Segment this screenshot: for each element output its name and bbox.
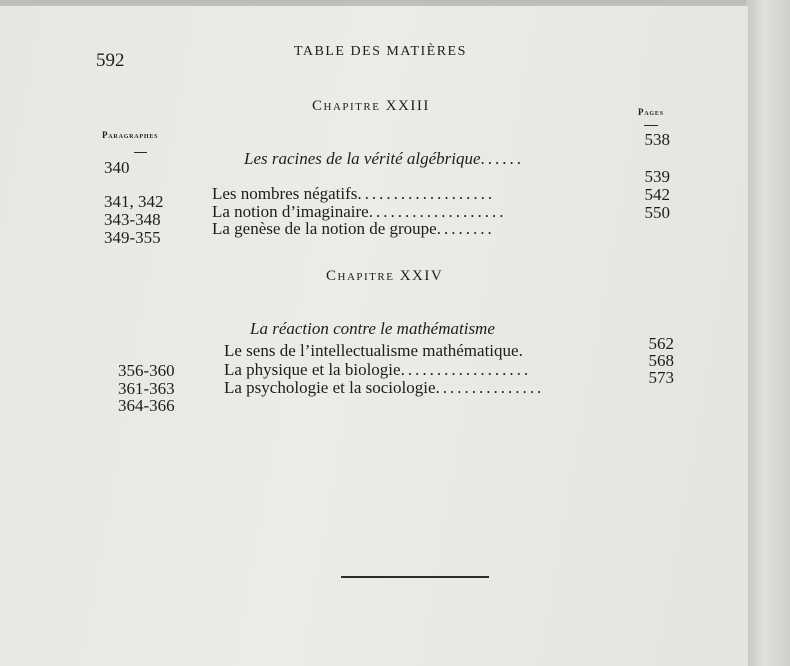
dot-leader: ................... — [368, 202, 507, 221]
entry-page-number: 539 — [644, 167, 670, 186]
paragraphs-column-label: Paragraphes — [102, 130, 159, 140]
book-page — [0, 6, 748, 666]
pages-column-label: Pages — [638, 107, 664, 117]
entry-title — [224, 360, 531, 380]
end-rule — [341, 576, 489, 578]
dot-leader: ................... — [357, 184, 496, 203]
dot-leader: ............... — [435, 378, 545, 397]
dot-leader: . — [518, 341, 526, 360]
entry-paragraphs: 356-360 — [118, 361, 175, 380]
entry-paragraphs: 361-363 — [118, 379, 175, 398]
dot-leader: ...... — [480, 149, 525, 168]
entry-page-number: 550 — [644, 203, 670, 222]
entry-title-text: La notion d’imaginaire — [212, 202, 369, 221]
entry-paragraphs: 343-348 — [104, 210, 161, 229]
entry-page-number: 568 — [648, 351, 674, 370]
entry-title-text: La physique et la biologie — [224, 360, 401, 379]
entry-page-number: 542 — [644, 185, 670, 204]
dot-leader: ........ — [436, 219, 495, 238]
entry-title-text: Le sens de l’intellectualisme mathématique — [224, 341, 519, 360]
entry-paragraphs: 364-366 — [118, 396, 175, 415]
chapter-heading: Chapitre XXIV — [326, 268, 444, 284]
pages-label-rule — [644, 125, 658, 126]
entry-title-text: Les nombres négatifs — [212, 184, 358, 203]
section-title — [244, 149, 524, 169]
entry-title — [224, 341, 526, 361]
section-title-text: Les racines de la vérité algébrique — [244, 149, 481, 168]
entry-title — [212, 219, 495, 239]
section-paragraph-number: 340 — [104, 158, 130, 177]
entry-paragraphs: 349-355 — [104, 228, 161, 247]
section-title: La réaction contre le mathématisme — [250, 319, 495, 338]
entry-title-text: La psychologie et la sociologie — [224, 378, 436, 397]
running-title: TABLE DES MATIÈRES — [294, 44, 467, 59]
entry-title — [212, 184, 495, 204]
chapter-heading: Chapitre XXIII — [312, 98, 430, 114]
page-number: 592 — [96, 50, 125, 71]
paragraphs-label-rule — [134, 152, 147, 153]
entry-title — [224, 378, 544, 398]
entry-page-number: 562 — [648, 334, 674, 353]
entry-page-number: 573 — [648, 368, 674, 387]
dot-leader: .................. — [400, 360, 532, 379]
section-page-number: 538 — [644, 130, 670, 149]
entry-paragraphs: 341, 342 — [104, 192, 164, 211]
entry-title-text: La genèse de la notion de groupe — [212, 219, 437, 238]
next-page-edge — [746, 0, 790, 666]
